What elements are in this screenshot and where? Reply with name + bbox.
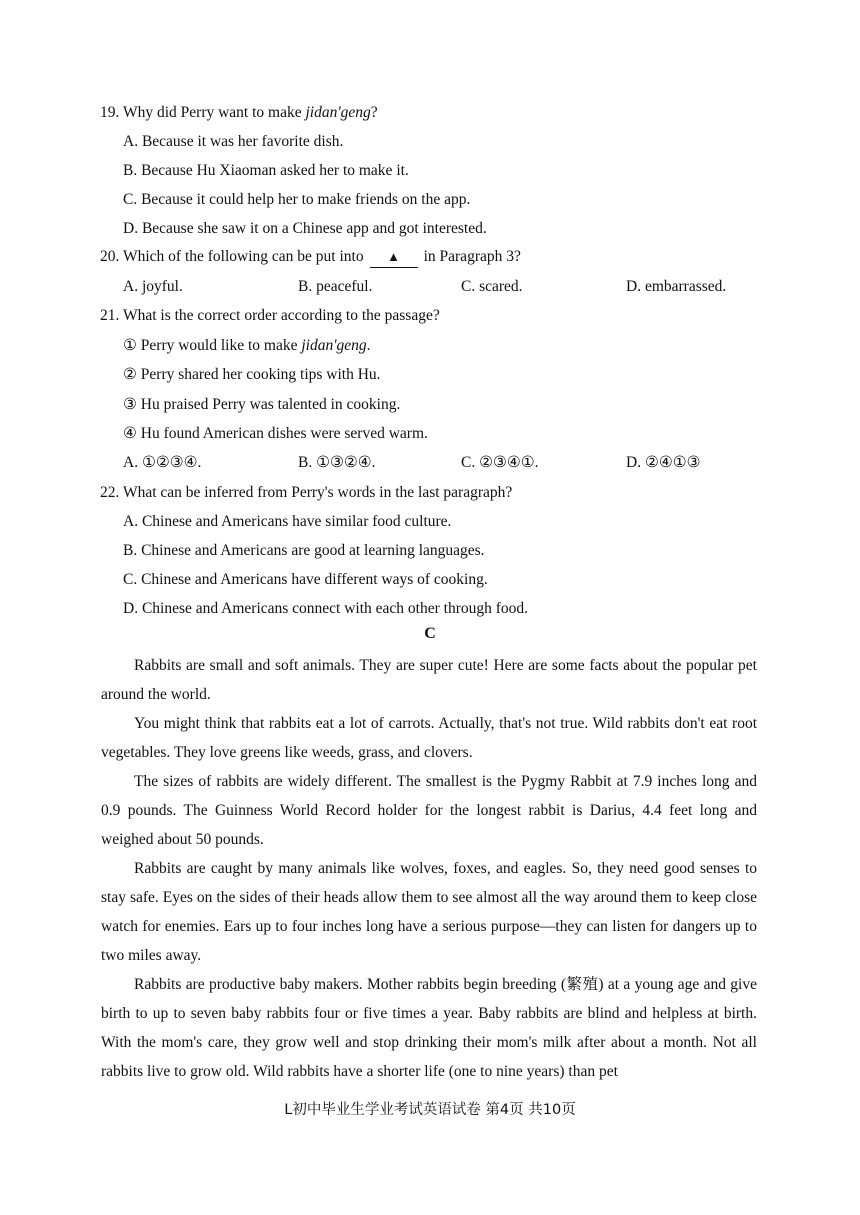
stem-text: in Paragraph 3? [423,248,521,265]
item-number: ① [123,337,137,354]
item-text: . [366,337,371,354]
stem-text: 19. Why did Perry want to make [100,104,306,121]
question-21-stem: 21. What is the correct order according to the passage? [100,307,440,324]
order-item-3 [123,395,400,415]
question-20-option-a: A. joyful. [123,278,183,295]
answer-blank [370,247,418,268]
question-21-option-b: B. ①③②④. [298,454,376,471]
question-21-option-c: C. ②③④①. [461,454,539,471]
item-number: ④ [123,425,137,442]
triangle-icon: ▲ [387,249,401,264]
order-item-1 [123,336,371,356]
question-21-option-d: D. ②④①③ [626,454,701,471]
question-20-stem [100,247,521,268]
item-text: Perry would like to make [140,337,302,354]
question-19-option-d: D. Because she saw it on a Chinese app and got interested. [123,220,487,237]
question-19-option-a: A. Because it was her favorite dish. [123,133,344,150]
question-22-option-b: B. Chinese and Americans are good at learning languages. [123,542,485,559]
section-c-passage [101,651,757,1086]
question-19-option-c: C. Because it could help her to make friends on the app. [123,191,471,208]
stem-text: ? [370,104,378,121]
stem-text: 20. Which of the following can be put into [100,248,364,265]
question-21-option-a: A. ①②③④. [123,454,202,471]
question-19-option-b: B. Because Hu Xiaoman asked her to make it. [123,162,409,179]
order-item-2 [123,365,381,385]
item-text: Hu praised Perry was talented in cooking. [140,396,401,413]
question-22-stem: 22. What can be inferred from Perry's words in the last paragraph? [100,484,513,501]
question-20-option-c: C. scared. [461,278,523,295]
item-number: ③ [123,396,137,413]
section-c-title: C [424,625,436,642]
question-22-option-a: A. Chinese and Americans have similar food culture. [123,513,452,530]
passage-paragraph-4: Rabbits are caught by many animals like wolves, foxes, and eagles. So, they need good senses to stay safe. Eyes on the sides of their heads allow them to see almost all the way around them to keep close watch for enemies. Ears up to four inches long have a serious purpose—they can listen for dangers up to two miles away. [101,860,757,964]
stem-italic: jidan'geng [305,104,371,121]
item-number: ② [123,366,137,383]
question-19-stem [100,103,378,123]
passage-paragraph-2: You might think that rabbits eat a lot of carrots. Actually, that's not true. Wild rabbits don't eat root vegetables. They love greens like weeds, grass, and clovers. [101,715,757,761]
item-text: Perry shared her cooking tips with Hu. [140,366,381,383]
question-22-option-c: C. Chinese and Americans have different ways of cooking. [123,571,488,588]
item-text: Hu found American dishes were served warm. [140,425,428,442]
question-20-option-b: B. peaceful. [298,278,373,295]
item-italic: jidan'geng [301,337,367,354]
order-item-4 [123,424,428,444]
passage-paragraph-5: Rabbits are productive baby makers. Mother rabbits begin breeding (繁殖) at a young age and give birth to up to seven baby rabbits four or five times a year. Baby rabbits are blind and helpless at birth. With the mom's care, they grow well and stop drinking their mom's milk after about a month. Not all rabbits live to grow old. Wild rabbits have a shorter life (one to nine years) than pet [101,976,757,1080]
page-footer: L初中毕业生学业考试英语试卷 第4页 共10页 [284,1102,576,1118]
passage-paragraph-3: The sizes of rabbits are widely different. The smallest is the Pygmy Rabbit at 7.9 inches long and 0.9 pounds. The Guinness World Record holder for the longest rabbit is Darius, 4.4 feet long and weighed about 50 pounds. [101,773,757,848]
passage-paragraph-1: Rabbits are small and soft animals. They are super cute! Here are some facts about the popular pet around the world. [101,657,757,703]
question-22-option-d: D. Chinese and Americans connect with each other through food. [123,600,529,617]
question-20-option-d: D. embarrassed. [626,278,727,295]
